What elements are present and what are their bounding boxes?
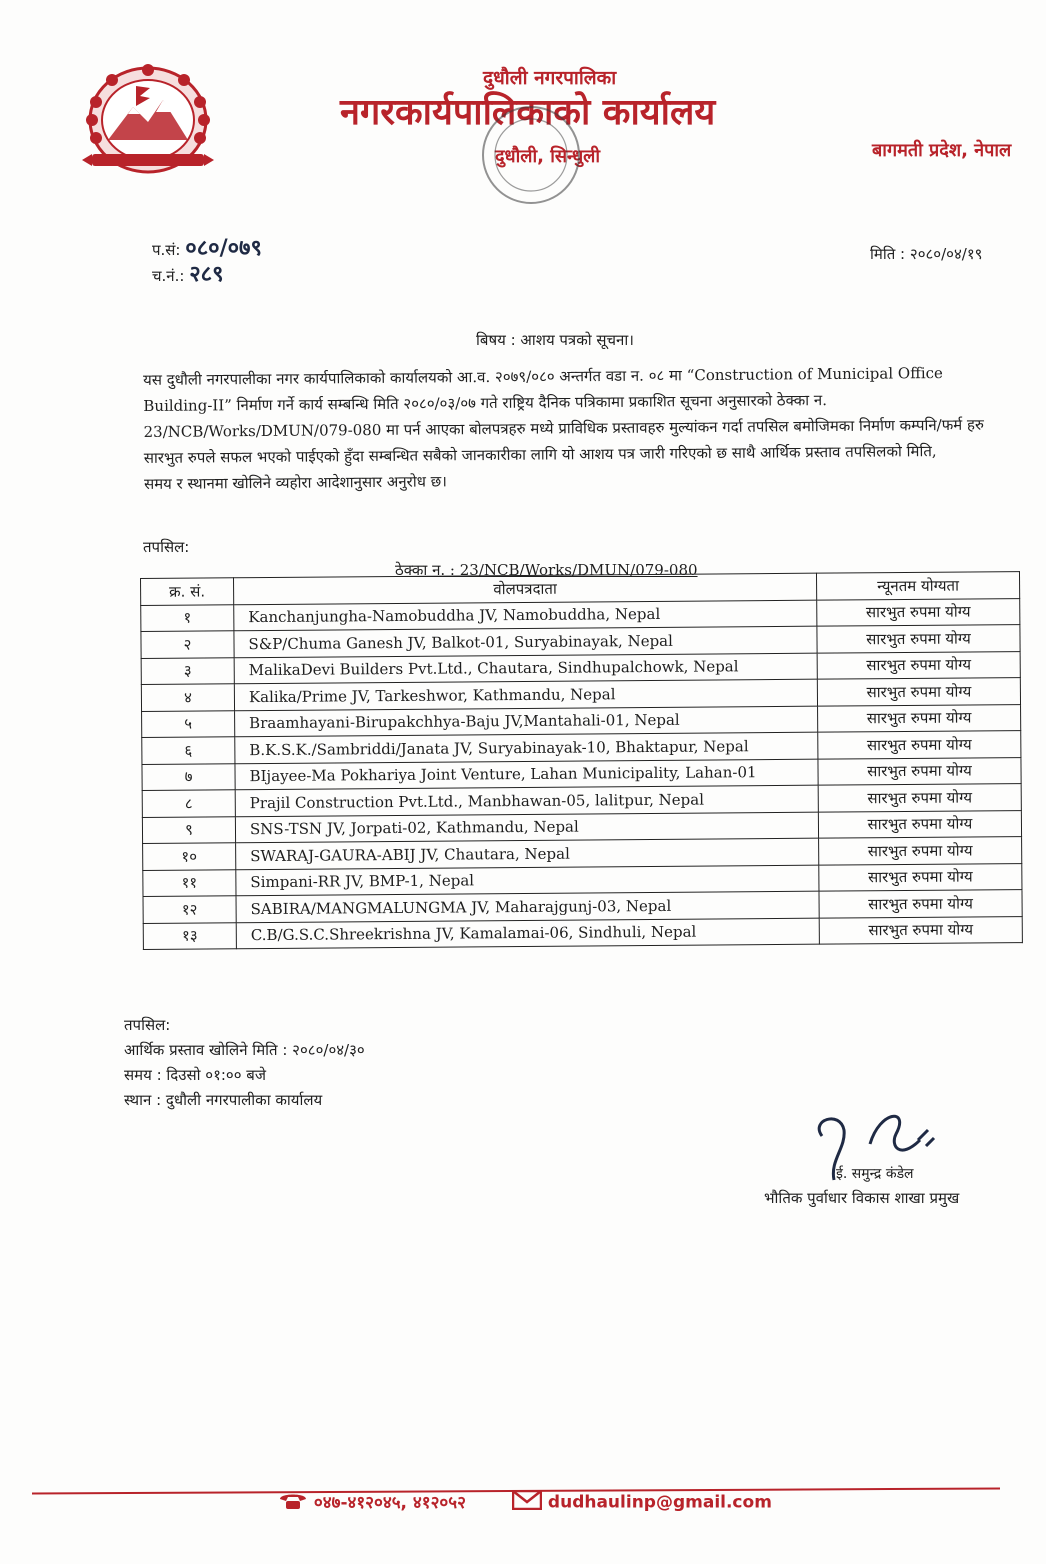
row-sn: ११ xyxy=(143,869,236,896)
row-qualification: सारभुत रुपमा योग्य xyxy=(818,704,1021,732)
contact-email xyxy=(512,1490,772,1515)
letter-body xyxy=(143,359,1006,497)
office-location: दुधौली, सिन्धुली xyxy=(495,146,601,167)
opening-date: आर्थिक प्रस्ताव खोलिने मिति : २०८०/०४/३० xyxy=(124,1041,365,1059)
opening-time: समय : दिउसो ०१:०० बजे xyxy=(124,1066,266,1084)
col-header-bidder: वोलपत्रदाता xyxy=(234,573,817,604)
letter-date xyxy=(870,244,982,264)
table-row xyxy=(143,916,1022,949)
row-qualification: सारभुत रुपमा योग्य xyxy=(818,757,1021,785)
row-bidder: Simpani-RR JV, BMP-1, Nepal xyxy=(236,865,819,896)
row-bidder: SNS-TSN JV, Jorpati-02, Kathmandu, Nepal xyxy=(235,812,818,843)
province-label: बागमती प्रदेश, नेपाल xyxy=(872,140,1012,161)
body-line: यस दुधौली नगरपालीका नगर कार्यपालिकाको कार्यालयको आ.व. २०७९/०८० अन्तर्गत वडा न. ०८ मा “Construction of Municipal Office xyxy=(143,364,943,389)
row-bidder: Kalika/Prime JV, Tarkeshwor, Kathmandu, Nepal xyxy=(234,679,817,710)
office-title: नगरकार्यपालिकाको कार्यालय xyxy=(340,92,716,133)
row-sn: ४ xyxy=(141,684,234,711)
phone-icon xyxy=(278,1491,308,1516)
row-sn: १० xyxy=(143,843,236,870)
bidder-table xyxy=(140,571,1023,950)
row-sn: ८ xyxy=(142,790,235,817)
bidder-table-container xyxy=(140,571,1035,950)
row-sn: ६ xyxy=(142,737,235,764)
row-qualification: सारभुत रुपमा योग्य xyxy=(819,863,1022,891)
chalani-number xyxy=(152,258,224,288)
row-qualification: सारभुत रुपमा योग्य xyxy=(818,731,1021,759)
row-bidder: SWARAJ-GAURA-ABIJ JV, Chautara, Nepal xyxy=(236,838,819,869)
signatory-name: ई. समुन्द्र कंडेल xyxy=(836,1166,914,1182)
row-qualification: सारभुत रुपमा योग्य xyxy=(819,890,1022,918)
date-label: मिति : xyxy=(870,245,906,263)
row-sn: १ xyxy=(141,604,234,631)
row-bidder: Prajil Construction Pvt.Ltd., Manbhawan-05, lalitpur, Nepal xyxy=(235,785,818,816)
financial-opening-info xyxy=(124,1013,365,1113)
row-bidder: Kanchanjungha-Namobuddha JV, Namobuddha, Nepal xyxy=(234,600,817,631)
signatory-title: भौतिक पुर्वाधार विकास शाखा प्रमुख xyxy=(764,1189,960,1207)
table-body xyxy=(141,598,1023,949)
date-value: २०८०/०४/१९ xyxy=(909,245,983,263)
row-sn: १२ xyxy=(143,896,236,923)
row-qualification: सारभुत रुपमा योग्य xyxy=(819,916,1022,944)
cn-label: च.नं.: xyxy=(152,267,185,285)
row-bidder: Braamhayani-Birupakchhya-Baju JV,Mantahali-01, Nepal xyxy=(235,706,818,737)
row-sn: ९ xyxy=(142,816,235,843)
row-qualification: सारभुत रुपमा योग्य xyxy=(818,784,1021,812)
opening-venue: स्थान : दुधौली नगरपालीका कार्यालय xyxy=(124,1091,323,1109)
ps-label: प.सं: xyxy=(152,241,181,259)
phone-numbers: ०४७-४१२०४५, ४१२०५२ xyxy=(313,1493,466,1513)
row-bidder: C.B/G.S.C.Shreekrishna JV, Kamalamai-06, Sindhuli, Nepal xyxy=(236,918,819,949)
row-bidder: MalikaDevi Builders Pvt.Ltd., Chautara, Sindhupalchowk, Nepal xyxy=(234,653,817,684)
contact-phone xyxy=(278,1490,466,1516)
row-bidder: BIjayee-Ma Pokhariya Joint Venture, Lahan Municipality, Lahan-01 xyxy=(235,759,818,790)
row-sn: ३ xyxy=(141,657,234,684)
footer-schedule-label: तपसिल: xyxy=(124,1016,171,1034)
body-line: 23/NCB/Works/DMUN/079-080 मा पर्न आएका बोलपत्रहरु मध्ये प्राविधिक प्रस्तावहरु मुल्यांकन गर्दा तपसिल बमोजिमका निर्माण कम्पनि/फर्म हरु xyxy=(143,415,985,441)
contract-number: ठेक्का न. : 23/NCB/Works/DMUN/079-080 xyxy=(395,561,698,579)
col-header-qualification: न्यूनतम योग्यता xyxy=(816,572,1019,600)
municipality-name: दुधौली नगरपालिका xyxy=(483,67,617,89)
ps-value: ०८०/०७९ xyxy=(185,236,262,261)
schedule-label: तपसिल: xyxy=(143,538,190,556)
row-sn: ७ xyxy=(142,763,235,790)
body-line: समय र स्थानमा खोलिने व्यहोरा आदेशानुसार अनुरोध छ। xyxy=(143,472,447,493)
row-qualification: सारभुत रुपमा योग्य xyxy=(817,625,1020,653)
body-line: Building-II” निर्माण गर्ने कार्य सम्बन्धि मिति २०८०/०३/०७ गते राष्ट्रिय दैनिक पत्रिकामा प्रकाशित सूचना अनुसारको ठेक्का न. xyxy=(143,391,828,415)
row-sn: २ xyxy=(141,631,234,658)
row-sn: १३ xyxy=(143,922,236,949)
row-qualification: सारभुत रुपमा योग्य xyxy=(819,837,1022,865)
office-stamp xyxy=(476,100,586,210)
row-qualification: सारभुत रुपमा योग्य xyxy=(817,598,1020,626)
row-qualification: सारभुत रुपमा योग्य xyxy=(817,678,1020,706)
row-sn: ५ xyxy=(142,710,235,737)
nepal-emblem-logo xyxy=(78,62,218,180)
letter-subject: बिषय : आशय पत्रको सूचना। xyxy=(476,331,634,349)
row-qualification: सारभुत रुपमा योग्य xyxy=(818,810,1021,838)
body-line: सारभुत रुपले सफल भएको पाईएको हुँदा सम्बन्धित सबैको जानकारीका लागि यो आशय पत्र जारी गरिएको छ साथै आर्थिक प्रस्ताव तपसिलको मिति, xyxy=(143,442,937,467)
row-bidder: SABIRA/MANGMALUNGMA JV, Maharajgunj-03, Nepal xyxy=(236,891,819,922)
mail-icon xyxy=(512,1490,542,1515)
email-address[interactable]: dudhaulinp@gmail.com xyxy=(547,1492,772,1513)
row-bidder: S&P/Chuma Ganesh JV, Balkot-01, Suryabinayak, Nepal xyxy=(234,626,817,657)
col-header-sn: क्र. सं. xyxy=(141,578,234,605)
row-bidder: B.K.S.K./Sambriddi/Janata JV, Suryabinayak-10, Bhaktapur, Nepal xyxy=(235,732,818,763)
cn-value: २८९ xyxy=(189,262,224,287)
row-qualification: सारभुत रुपमा योग्य xyxy=(817,651,1020,679)
